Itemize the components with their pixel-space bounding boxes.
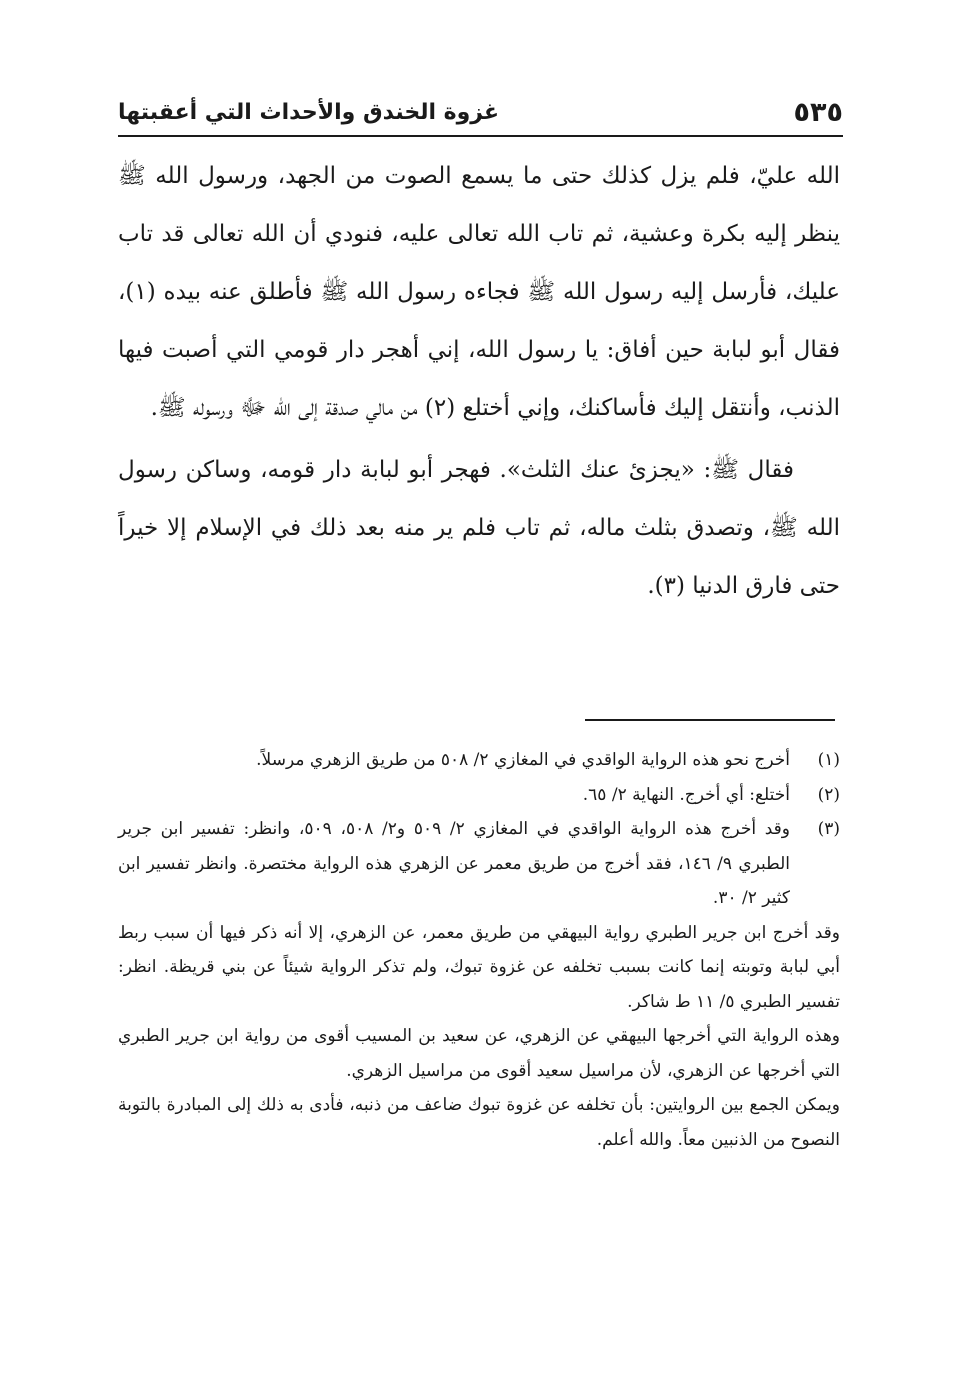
footnote-paragraph: ويمكن الجمع بين الروايتين: بأن تخلفه عن غزوة تبوك ضاعف من ذنبه، فأدى به ذلك إلى المبادرة بالتوبة النصوح من الذنبين معاً. والله أعلم. [118,1095,840,1150]
footnote [118,778,840,813]
header-rule [118,135,843,137]
footnote-text: وقد أخرج هذه الرواية الواقدي في المغازي ٢/ ٥٠٩ و٢/ ٥٠٨، ٥٠٩، وانظر: تفسير ابن جرير الطبري ٩/ ١٤٦، فقد أخرج من طريق معمر عن الزهري هذه الرواية مختصرة. وانظر تفسير ابن كثير ٢/ ٣٠. [118,819,790,908]
footnote [118,743,840,778]
footnote-number: (١) [817,750,840,770]
footnote-number: (٣) [817,819,840,839]
paragraph: الله عليّ، فلم يزل كذلك حتى ما يسمع الصوت من الجهد، ورسول الله ﷺ ينظر إليه بكرة وعشية، ثم تاب الله تعالى عليه، فنودي أن الله تعالى قد تاب عليك، فأرسل إليه رسول الله ﷺ فجاءه رسول الله ﷺ فأطلق عنه بيده (١)، فقال أبو لبابة حين أفاق: يا رسول الله، إني أهجر دار قومي التي أصبت فيها الذنب، وأنتقل إليك فأساكنك، وإني أختلع (٢) من مالي صدقة إلى الله ﷻ ورسوله ﷺ. [118,163,840,421]
footnote-separator [585,719,835,721]
footnote-text: أخرج نحو هذه الرواية الواقدي في المغازي ٢/ ٥٠٨ من طريق الزهري مرسلاً. [256,750,790,770]
page-header [118,96,843,138]
footnote-number: (٢) [817,784,840,805]
footnote-paragraph: وهذه الرواية التي أخرجها البيهقي عن الزهري، عن سعيد بن المسيب أقوى من رواية ابن جرير الطبري التي أخرجها عن الزهري، لأن مراسيل سعيد أقوى من مراسيل الزهري. [118,1026,840,1081]
running-title: غزوة الخندق والأحداث التي أعقبتها [118,100,500,125]
footnote-paragraph: وقد أخرج ابن جرير الطبري رواية البيهقي من طريق معمر، عن الزهري، إلا أنه ذكر فيها أن سبب ربط أبي لبابة وتوبته إنما كانت بسبب تخلفه عن غزوة تبوك، ولم تذكر الرواية شيئاً عن بني قريظة. انظر: تفسير الطبري ٥/ ١١ ط شاكر. [118,922,840,1012]
main-text [118,147,840,615]
page-number: ٥٣٥ [793,97,843,128]
footnote-text: أختلع: أي أخرج. النهاية ٢/ ٦٥. [582,784,790,805]
paragraph: فقال ﷺ: «يجزئ عنك الثلث». فهجر أبو لبابة دار قومه، وساكن رسول الله ﷺ، وتصدق بثلث ماله، ثم تاب فلم ير منه بعد ذلك في الإسلام إلا خيراً حتى فارق الدنيا (٣). [118,457,840,599]
footnote [118,812,840,916]
footnotes [118,743,840,1157]
